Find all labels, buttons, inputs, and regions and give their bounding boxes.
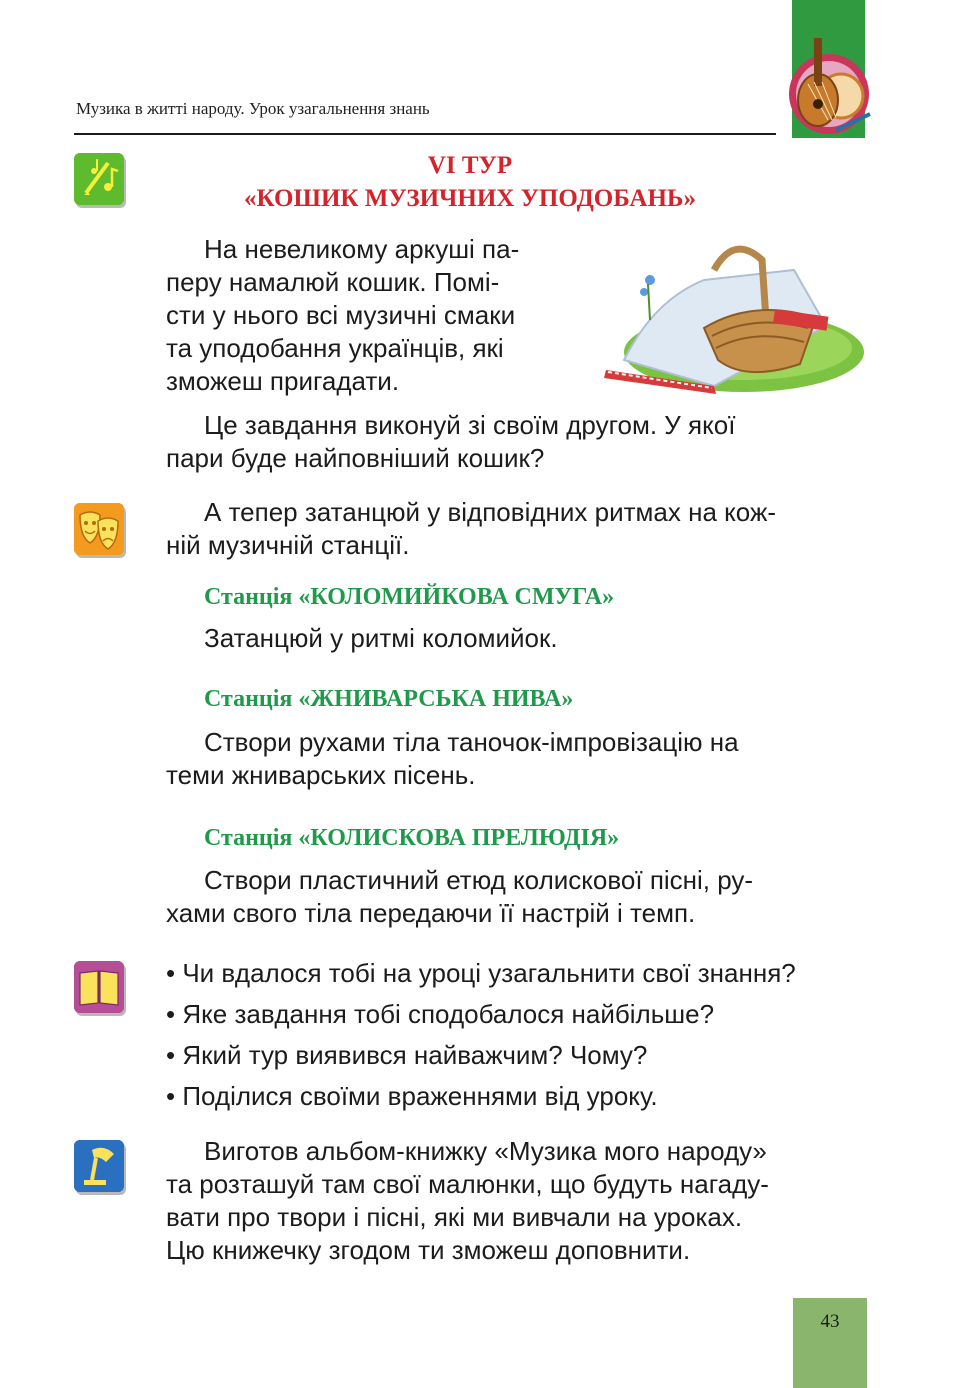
- text-line: Створи пластичний етюд колискової пісні, ру-: [204, 865, 754, 895]
- bandura-emblem-icon: [786, 34, 872, 142]
- station-text-zhnyvarska: [166, 726, 862, 792]
- station-text-kolomyika: [166, 622, 862, 655]
- lamp-icon: [74, 1140, 124, 1192]
- text-line: хами свого тіла передаючи її настрій і темп.: [166, 898, 696, 928]
- text-line: Створи рухами тіла таночок-імпровізацію на: [204, 727, 739, 757]
- friend-task-text: [166, 409, 862, 475]
- list-item: • Яке завдання тобі сподобалося найбільше?: [166, 999, 715, 1029]
- music-notes-icon: [74, 153, 124, 205]
- station-text-kolyskova: [166, 864, 862, 930]
- station-title-zhnyvarska: Станція «ЖНИВАРСЬКА НИВА»: [204, 686, 574, 712]
- text-line: та уподобання українців, які: [166, 333, 504, 363]
- header-rule: [74, 133, 776, 135]
- list-item: • Чи вдалося тобі на уроці узагальнити свої знання?: [166, 958, 796, 988]
- station-title-kolyskova: Станція «КОЛИСКОВА ПРЕЛЮДІЯ»: [204, 825, 620, 851]
- text-line: сти у нього всі музичні смаки: [166, 300, 516, 330]
- text-line: Цю книжечку згодом ти зможеш доповнити.: [166, 1235, 691, 1265]
- text-line: ній музичній станції.: [166, 530, 410, 560]
- basket-task-text: [166, 233, 578, 398]
- running-header: Музика в житті народу. Урок узагальнення знань: [76, 99, 430, 118]
- text-line: теми жниварських пісень.: [166, 760, 476, 790]
- theatre-masks-icon: [74, 503, 124, 555]
- text-line: Виготов альбом-книжку «Музика мого народу»: [204, 1136, 767, 1166]
- station-title-kolomyika: Станція «КОЛОМИЙКОВА СМУГА»: [204, 584, 615, 610]
- text-line: пари буде найповніший кошик?: [166, 443, 545, 473]
- list-item: • Який тур виявився найважчим? Чому?: [166, 1040, 648, 1070]
- dance-task-text: [166, 496, 862, 562]
- review-questions: [166, 953, 796, 1117]
- text-line: та розташуй там свої малюнки, що будуть нагаду-: [166, 1169, 769, 1199]
- tour-title: «КОШИК МУЗИЧНИХ УПОДОБАНЬ»: [244, 185, 696, 212]
- text-line: А тепер затанцюй у відповідних ритмах на кож-: [204, 497, 777, 527]
- tour-number: VI ТУР: [427, 152, 513, 179]
- list-item: • Поділися своїми враженнями від уроку.: [166, 1081, 658, 1111]
- page-number: 43: [820, 1311, 840, 1332]
- text-line: Це завдання виконуй зі своїм другом. У якої: [204, 410, 736, 440]
- text-line: Затанцюй у ритмі коломийок.: [204, 623, 558, 653]
- text-line: вати про твори і пісні, які ми вивчали на уроках.: [166, 1202, 743, 1232]
- basket-illustration: [594, 240, 866, 400]
- homework-text: [166, 1135, 862, 1267]
- text-line: перу намалюй кошик. Помі-: [166, 267, 500, 297]
- text-line: зможеш пригадати.: [166, 366, 400, 396]
- text-line: На невеликому аркуші па-: [204, 234, 520, 264]
- book-icon: [74, 961, 124, 1013]
